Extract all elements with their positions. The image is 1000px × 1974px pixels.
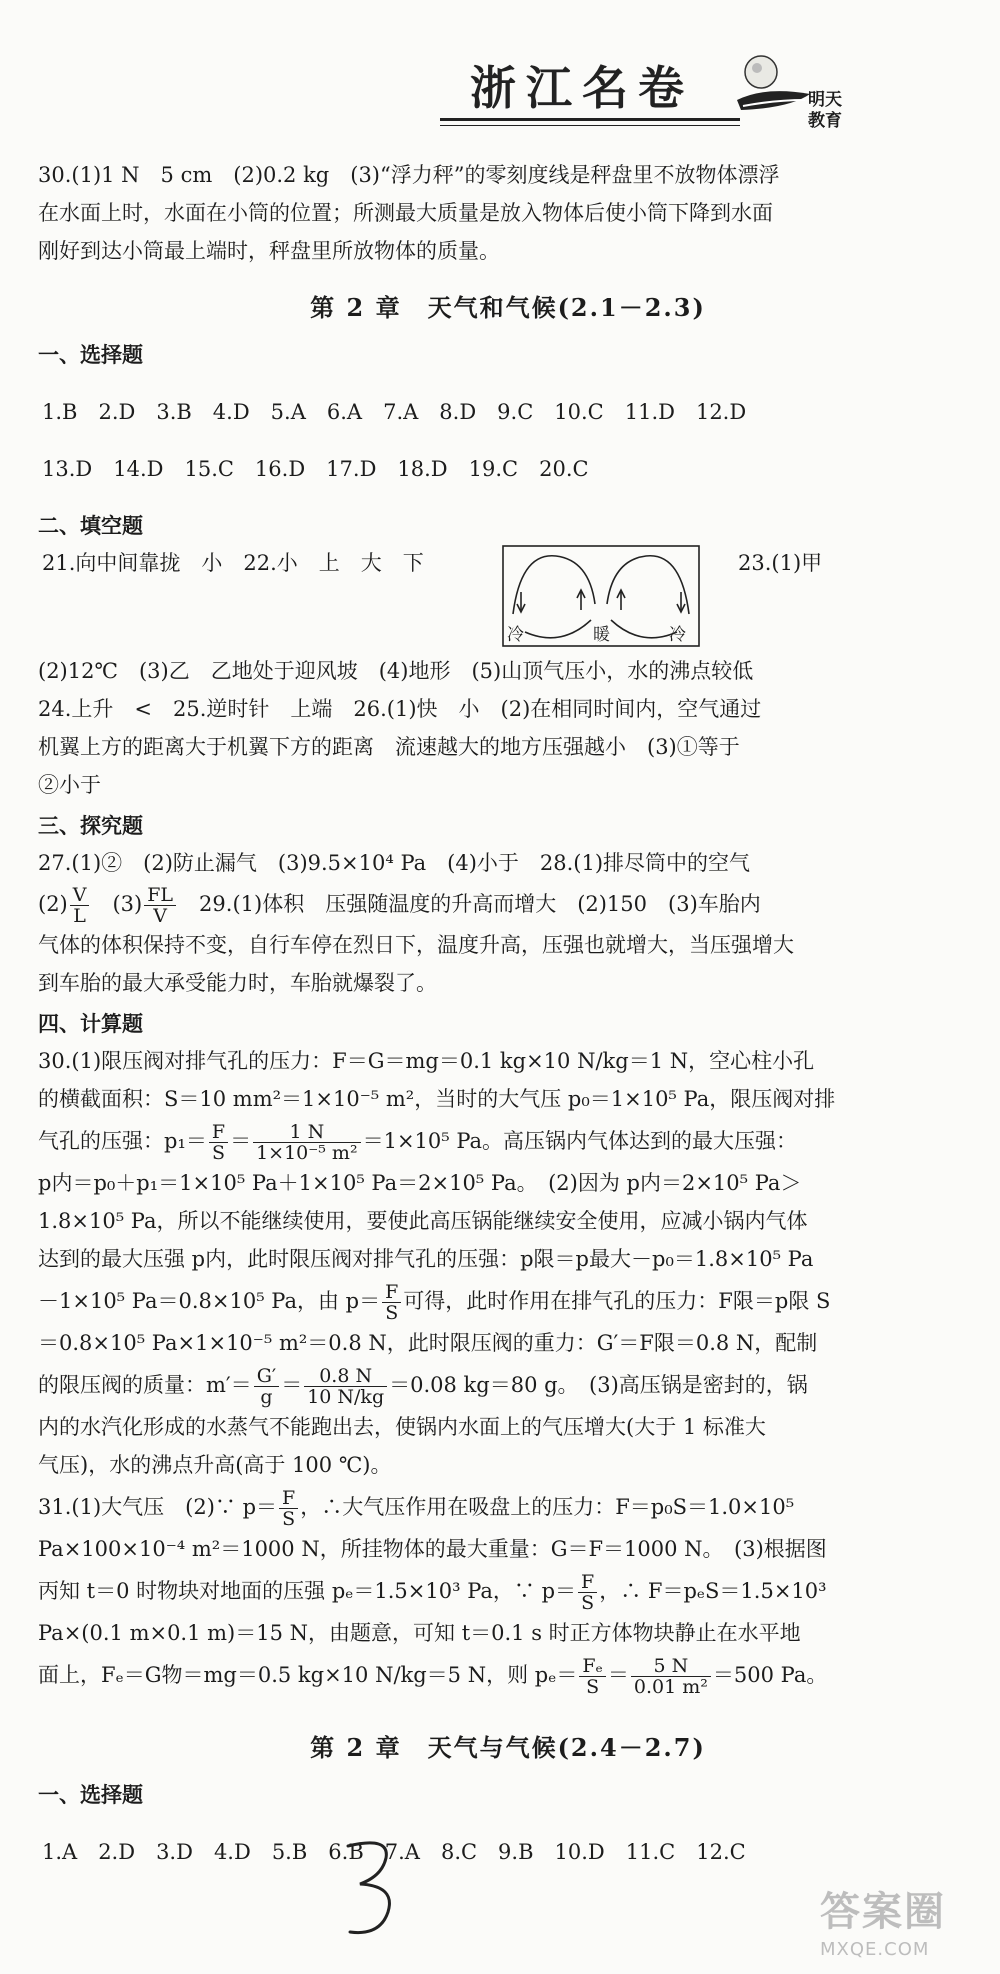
answer-line-with-fractions bbox=[38, 1652, 978, 1698]
answer-line-with-fractions bbox=[38, 1568, 978, 1614]
section-heading: 一、选择题 bbox=[38, 1782, 143, 1807]
numerator: 0.8 N bbox=[304, 1366, 387, 1387]
denominator: S bbox=[385, 1302, 399, 1324]
page-header bbox=[0, 0, 1000, 140]
answer-line-with-fractions bbox=[38, 1118, 978, 1164]
answer-line-with-fractions bbox=[38, 882, 978, 926]
chapter-title: 第 2 章 天气与气候(2.4－2.7) bbox=[310, 1733, 706, 1762]
text: 气孔的压强：p₁＝ bbox=[38, 1129, 207, 1153]
watermark-url: MXQE.COM bbox=[820, 1939, 930, 1960]
numerator: F bbox=[279, 1488, 298, 1509]
text: ＝ bbox=[230, 1129, 252, 1153]
fraction bbox=[579, 1656, 606, 1697]
numerator: F bbox=[209, 1122, 228, 1143]
denominator: 0.01 m² bbox=[633, 1676, 708, 1698]
answer-line: 在水面上时，水面在小筒的位置；所测最大质量是放入物体后使小筒下降到水面 bbox=[38, 201, 773, 225]
fraction bbox=[70, 885, 90, 926]
answer-line: 1.8×10⁵ Pa，所以不能继续使用，要使此高压锅能继续安全使用，应减小锅内气体 bbox=[38, 1209, 808, 1233]
fraction bbox=[209, 1122, 228, 1163]
answer-line: ＝0.8×10⁵ Pa×1×10⁻⁵ m²＝0.8 N，此时限压阀的重力：G′＝F限＝0.8 N，配制 bbox=[38, 1331, 818, 1355]
answer-line: 23.(1)甲 bbox=[738, 551, 823, 575]
answer-line: Pa×(0.1 m×0.1 m)＝15 N，由题意，可知 t＝0.1 s 时正方体物块静止在水平地 bbox=[38, 1621, 801, 1645]
text: －1×10⁵ Pa＝0.8×10⁵ Pa，由 p＝ bbox=[38, 1289, 381, 1313]
answer-line: ②小于 bbox=[38, 773, 101, 797]
numerator: Fₑ bbox=[579, 1656, 606, 1677]
text: 的限压阀的质量：m′＝ bbox=[38, 1373, 252, 1397]
denominator: S bbox=[211, 1142, 225, 1164]
header-rule-thin bbox=[440, 125, 740, 126]
answer-line: 气压)，水的沸点升高(高于 100 ℃)。 bbox=[38, 1453, 392, 1477]
numerator: 1 N bbox=[253, 1122, 361, 1143]
convection-diagram bbox=[501, 544, 701, 648]
section-heading: 二、填空题 bbox=[38, 513, 143, 538]
answer-line: p内＝p₀＋p₁＝1×10⁵ Pa＋1×10⁵ Pa＝2×10⁵ Pa。 (2)因为 p内＝2×10⁵ Pa＞ bbox=[38, 1171, 802, 1195]
denominator: g bbox=[260, 1386, 273, 1408]
answer-line: 24.上升 < 25.逆时针 上端 26.(1)快 小 (2)在相同时间内，空气通过 bbox=[38, 697, 762, 721]
text: ＝0.08 kg＝80 g。 (3)高压锅是密封的，锅 bbox=[389, 1373, 808, 1397]
brand-logo-text: 明天教育 bbox=[808, 90, 842, 131]
text: ＝1×10⁵ Pa。高压锅内气体达到的最大压强： bbox=[362, 1129, 798, 1153]
fraction bbox=[382, 1282, 401, 1323]
fill-row-with-figure bbox=[38, 544, 978, 652]
section-heading: 三、探究题 bbox=[38, 813, 143, 838]
numerator: F bbox=[382, 1282, 401, 1303]
chapter-title: 第 2 章 天气和气候(2.1－2.3) bbox=[310, 293, 706, 322]
text: 31.(1)大气压 (2)∵ p＝ bbox=[38, 1495, 278, 1519]
page-number bbox=[330, 1832, 420, 1942]
fraction bbox=[254, 1366, 280, 1407]
answer-line-with-fractions bbox=[38, 1278, 978, 1324]
answer-line: 的横截面积：S＝10 mm²＝1×10⁻⁵ m²，当时的大气压 p₀＝1×10⁵ Pa，限压阀对排 bbox=[38, 1087, 836, 1111]
watermark-cn: 答案圈 bbox=[820, 1889, 946, 1935]
answer-line: 21.向中间靠拢 小 22.小 上 大 下 bbox=[42, 551, 424, 575]
fraction bbox=[578, 1572, 597, 1613]
label-cold-right: 冷 bbox=[669, 625, 686, 645]
header-rule bbox=[440, 118, 740, 121]
text: ，∴ F＝pₑS＝1.5×10³ bbox=[599, 1579, 827, 1603]
answer-line: 30.(1)限压阀对排气孔的压力：F＝G＝mg＝0.1 kg×10 N/kg＝1 N，空心柱小孔 bbox=[38, 1049, 815, 1073]
fraction bbox=[144, 885, 176, 926]
fraction bbox=[631, 1656, 711, 1697]
text: (2) bbox=[38, 892, 68, 916]
choice-answers: 13.D 14.D 15.C 16.D 17.D 18.D 19.C 20.C bbox=[42, 457, 589, 481]
choice-answers: 1.B 2.D 3.B 4.D 5.A 6.A 7.A 8.D 9.C 10.C 11.D 12.D bbox=[42, 400, 747, 424]
text: 丙知 t＝0 时物块对地面的压强 pₑ＝1.5×10³ Pa，∵ p＝ bbox=[38, 1579, 577, 1603]
numerator: 5 N bbox=[631, 1656, 711, 1677]
numerator: FL bbox=[144, 885, 176, 906]
denominator: S bbox=[581, 1592, 595, 1614]
choice-answers: 1.A 2.D 3.D 4.D 5.B 6.B 7.A 8.C 9.B 10.D 11.C 12.C bbox=[42, 1840, 746, 1864]
label-cold-left: 冷 bbox=[507, 625, 524, 645]
text: 29.(1)体积 压强随温度的升高而增大 (2)150 (3)车胎内 bbox=[199, 892, 761, 916]
text: 可得，此时作用在排气孔的压力：F限＝p限 S bbox=[403, 1289, 831, 1313]
brand-title: 浙江名卷 bbox=[470, 61, 694, 115]
fraction bbox=[279, 1488, 298, 1529]
section-heading: 一、选择题 bbox=[38, 342, 143, 367]
numerator: G′ bbox=[254, 1366, 280, 1387]
denominator: S bbox=[586, 1676, 600, 1698]
section-heading: 四、计算题 bbox=[38, 1011, 143, 1036]
text: (3) bbox=[112, 892, 143, 916]
answer-line-with-fractions bbox=[38, 1362, 978, 1408]
answer-line: 内的水汽化形成的水蒸气不能跑出去，使锅内水面上的气压增大(大于 1 标准大 bbox=[38, 1415, 766, 1439]
numerator: F bbox=[578, 1572, 597, 1593]
answer-line: 气体的体积保持不变，自行车停在烈日下，温度升高，压强也就增大，当压强增大 bbox=[38, 933, 794, 957]
handwritten-page-number-icon bbox=[330, 1832, 420, 1942]
answer-line: 机翼上方的距离大于机翼下方的距离 流速越大的地方压强越小 (3)①等于 bbox=[38, 735, 740, 759]
text: ，∴大气压作用在吸盘上的压力：F＝p₀S＝1.0×10⁵ bbox=[300, 1495, 795, 1519]
text: 面上，Fₑ＝G物＝mg＝0.5 kg×10 N/kg＝5 N，则 pₑ＝ bbox=[38, 1663, 578, 1687]
answer-line-with-fractions bbox=[38, 1484, 978, 1530]
denominator: L bbox=[73, 905, 86, 927]
text: ＝ bbox=[607, 1663, 629, 1687]
numerator: V bbox=[70, 885, 90, 906]
label-warm: 暖 bbox=[593, 625, 610, 645]
text: ＝500 Pa。 bbox=[712, 1663, 828, 1687]
answer-line: Pa×100×10⁻⁴ m²＝1000 N，所挂物体的最大重量：G＝F＝1000 N。 (3)根据图 bbox=[38, 1537, 827, 1561]
fraction bbox=[253, 1122, 361, 1163]
fraction bbox=[304, 1366, 387, 1407]
watermark bbox=[820, 1880, 990, 1970]
denominator: 10 N/kg bbox=[307, 1386, 385, 1408]
answer-content bbox=[38, 156, 978, 1891]
text: ＝ bbox=[281, 1373, 303, 1397]
answer-line: 达到的最大压强 p内，此时限压阀对排气孔的压强：p限＝p最大－p₀＝1.8×10⁵ Pa bbox=[38, 1247, 814, 1271]
answer-line: (2)12℃ (3)乙 乙地处于迎风坡 (4)地形 (5)山顶气压小，水的沸点较低 bbox=[38, 659, 754, 683]
answer-line: 到车胎的最大承受能力时，车胎就爆裂了。 bbox=[38, 971, 437, 995]
answer-line: 30.(1)1 N 5 cm (2)0.2 kg (3)“浮力秤”的零刻度线是秤盘里不放物体漂浮 bbox=[38, 163, 780, 187]
answer-line: 刚好到达小筒最上端时，秤盘里所放物体的质量。 bbox=[38, 239, 500, 263]
denominator: 1×10⁻⁵ m² bbox=[256, 1142, 358, 1164]
denominator: S bbox=[282, 1508, 296, 1530]
denominator: V bbox=[153, 905, 167, 927]
answer-line: 27.(1)② (2)防止漏气 (3)9.5×10⁴ Pa (4)小于 28.(1)排尽筒中的空气 bbox=[38, 851, 751, 875]
